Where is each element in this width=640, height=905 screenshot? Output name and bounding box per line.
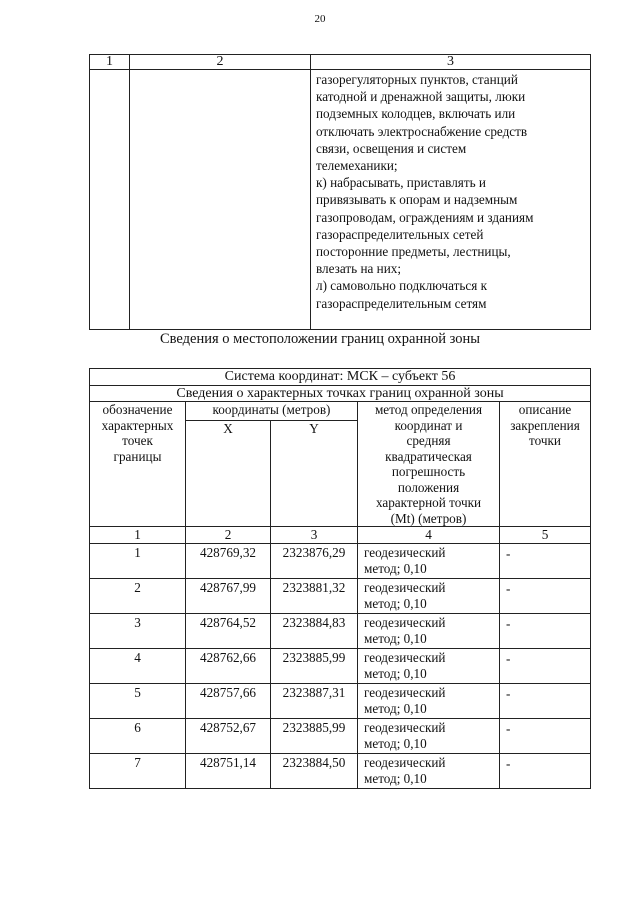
point-number: 2 [90,579,186,614]
text-line: газопроводам, ограждениям и зданиям [316,209,534,225]
point-number: 7 [90,754,186,789]
header-line: границы [113,448,162,464]
y-value: 2323885,99 [271,719,358,754]
table-row [90,754,591,789]
description-value: - [500,579,591,614]
page-number: 20 [314,13,326,25]
header-line: описание [518,402,572,417]
header-line: координат и [394,417,463,433]
table-subtitle-row [90,386,591,402]
method-line: геодезический [364,580,446,595]
method-header [358,402,500,527]
header-cell: 3 [311,55,591,70]
header-line: характерных [101,417,174,433]
text-line: катодной и дренажной защиты, люки [316,89,526,105]
description-value: - [500,544,591,579]
method-line: геодезический [364,650,446,665]
point-number: 6 [90,719,186,754]
header-line: точки [529,433,561,448]
header-line: средняя [406,433,451,448]
point-number: 3 [90,614,186,649]
header-row [90,402,591,421]
method-line: метод; 0,10 [364,735,427,751]
header-cell: 1 [90,55,130,70]
table-row [90,614,591,649]
text-line: связи, освещения и систем [316,140,467,156]
method-value [358,754,500,789]
x-header: X [186,421,271,527]
column-number: 3 [271,527,358,544]
description-value: - [500,754,591,789]
text-line: привязывать к опорам и надземным [316,192,518,208]
y-value: 2323884,50 [271,754,358,789]
x-value: 428751,14 [186,754,271,789]
description-header [500,402,591,527]
section-title: Сведения о местоположении границ охранной зоны [159,331,480,347]
text-line: газорегуляторных пунктов, станций [316,72,518,87]
x-value: 428762,66 [186,649,271,684]
y-value: 2323884,83 [271,614,358,649]
header-line: характерной точки [375,495,482,510]
text-line: телемеханики; [316,158,398,174]
y-value: 2323876,29 [271,544,358,579]
x-value: 428767,99 [186,579,271,614]
method-line: метод; 0,10 [364,665,427,681]
y-value: 2323885,99 [271,649,358,684]
table-row [90,684,591,719]
column-number: 5 [500,527,591,544]
point-number: 1 [90,544,186,579]
text-line: отключать электроснабжение средств [316,123,528,139]
text-line: л) самовольно подключаться к [316,278,488,294]
method-value [358,684,500,719]
method-value [358,579,500,614]
point-number: 4 [90,649,186,684]
y-value: 2323887,31 [271,684,358,719]
method-line: геодезический [364,720,446,735]
header-line: обозначение [102,402,173,417]
text-line: газораспределительным сетям [316,295,487,311]
continuation-header-row [90,55,591,70]
description-value: - [500,684,591,719]
x-value: 428752,67 [186,719,271,754]
text-line: влезать на них; [316,261,402,277]
header-line: закрепления [510,417,580,433]
x-value: 428757,66 [186,684,271,719]
empty-cell [130,70,311,330]
text-line: газораспределительных сетей [316,226,484,242]
header-line: метод определения [374,402,483,417]
y-header: Y [271,421,358,527]
continuation-body-row [90,70,591,330]
designation-header [90,402,186,527]
method-line: метод; 0,10 [364,770,427,786]
method-line: метод; 0,10 [364,595,427,611]
table-subtitle: Сведения о характерных точках границ охранной зоны [90,386,591,402]
point-number: 5 [90,684,186,719]
header-cell: 2 [130,55,311,70]
method-line: метод; 0,10 [364,630,427,646]
header-line: погрешность [391,464,466,479]
text-line: посторонние предметы, лестницы, [316,244,511,260]
method-line: геодезический [364,615,446,630]
method-line: геодезический [364,755,446,770]
header-line: положения [397,479,460,495]
prohibitions-text [311,70,591,330]
method-value [358,614,500,649]
method-value [358,544,500,579]
header-line: квадратическая [385,448,472,464]
method-value [358,719,500,754]
coordinates-table [89,368,591,789]
method-line: метод; 0,10 [364,700,427,716]
table-row [90,649,591,684]
coordinate-system-label: Система координат: МСК – субъект 56 [90,369,591,386]
method-value [358,649,500,684]
description-value: - [500,719,591,754]
header-line: точек [122,433,153,448]
empty-cell [90,70,130,330]
header-line: (Mt) (метров) [390,510,467,526]
coordinates-header: координаты (метров) [186,402,358,421]
text-line: к) набрасывать, приставлять и [316,175,486,191]
column-number: 1 [90,527,186,544]
column-number: 4 [358,527,500,544]
y-value: 2323881,32 [271,579,358,614]
column-number: 2 [186,527,271,544]
column-numbers-row [90,527,591,544]
table-row [90,579,591,614]
description-value: - [500,649,591,684]
description-value: - [500,614,591,649]
coordinate-system-row [90,369,591,386]
method-line: метод; 0,10 [364,560,427,576]
method-line: геодезический [364,545,446,560]
continuation-table [89,54,591,330]
table-row [90,719,591,754]
text-line: подземных колодцев, включать или [316,106,516,122]
x-value: 428769,32 [186,544,271,579]
table-row [90,544,591,579]
method-line: геодезический [364,685,446,700]
x-value: 428764,52 [186,614,271,649]
